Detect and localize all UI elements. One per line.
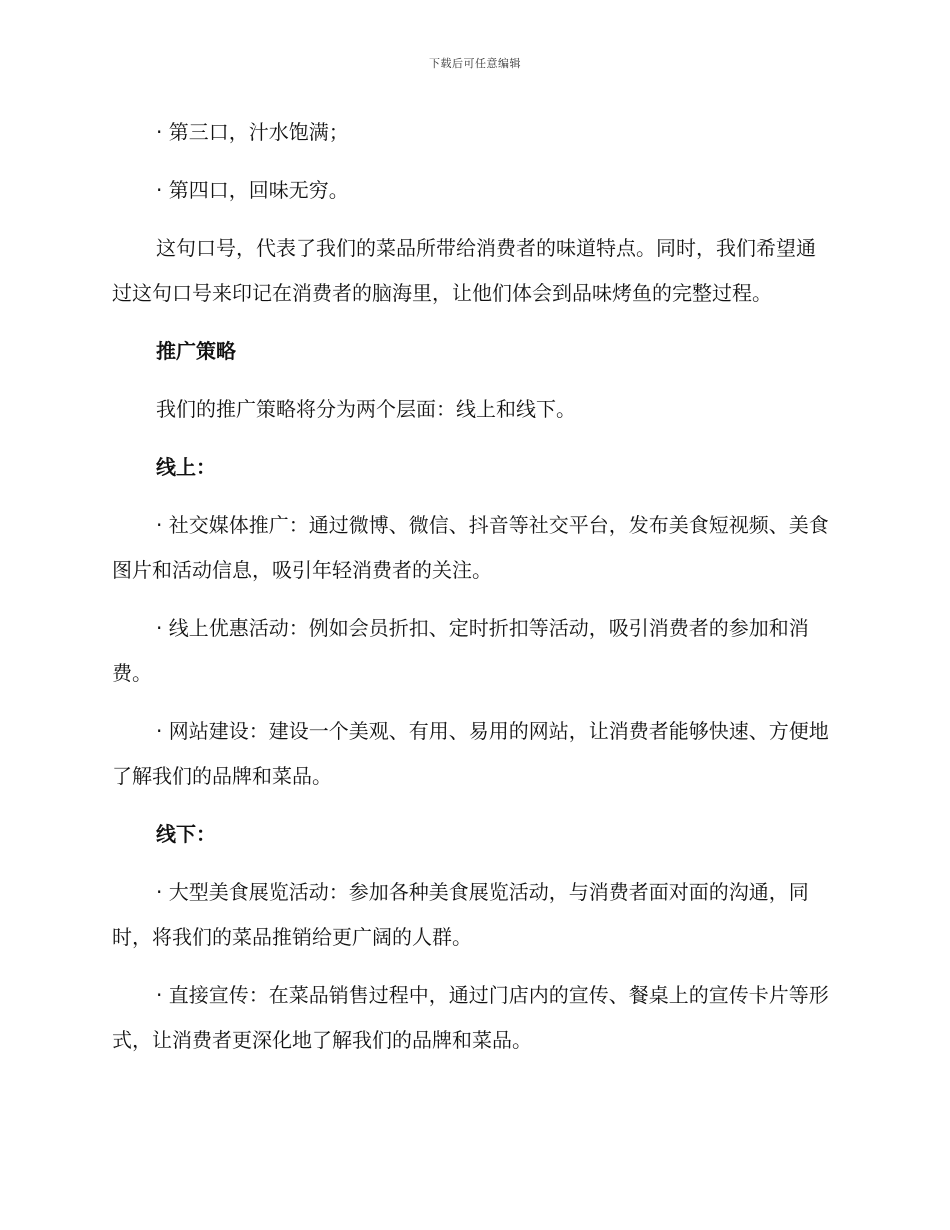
subheading-offline: 线下：	[156, 822, 216, 846]
offline-item-direct-promo: · 直接宣传：在菜品销售过程中，通过门店内的宣传、餐桌上的宣传卡片等形式，让消费者更深化地了解我们的品牌和菜品。	[112, 983, 829, 1052]
slogan-paragraph: 这句口号，代表了我们的菜品所带给消费者的味道特点。同时，我们希望通过这句口号来印记在消费者的脑海里，让他们体会到品味烤鱼的完整过程。	[112, 236, 816, 305]
bullet-fourth-bite: · 第四口，回味无穷。	[156, 178, 349, 202]
bullet-third-bite: · 第三口，汁水饱满；	[156, 120, 349, 144]
online-item-website: · 网站建设：建设一个美观、有用、易用的网站，让消费者能够快速、方便地了解我们的品牌和菜品。	[112, 719, 829, 788]
document-body	[112, 110, 834, 1076]
online-item-social-media: · 社交媒体推广：通过微博、微信、抖音等社交平台，发布美食短视频、美食图片和活动信息，吸引年轻消费者的关注。	[112, 513, 829, 582]
page-header: 下载后可任意编辑	[429, 57, 521, 70]
section-heading-promotion: 推广策略	[156, 339, 236, 363]
online-item-discounts: · 线上优惠活动：例如会员折扣、定时折扣等活动，吸引消费者的参加和消费。	[112, 616, 809, 685]
offline-item-food-expo: · 大型美食展览活动：参加各种美食展览活动，与消费者面对面的沟通，同时，将我们的菜品推销给更广阔的人群。	[112, 880, 809, 949]
subheading-online: 线上：	[156, 455, 216, 479]
promotion-intro: 我们的推广策略将分为两个层面：线上和线下。	[156, 397, 576, 421]
